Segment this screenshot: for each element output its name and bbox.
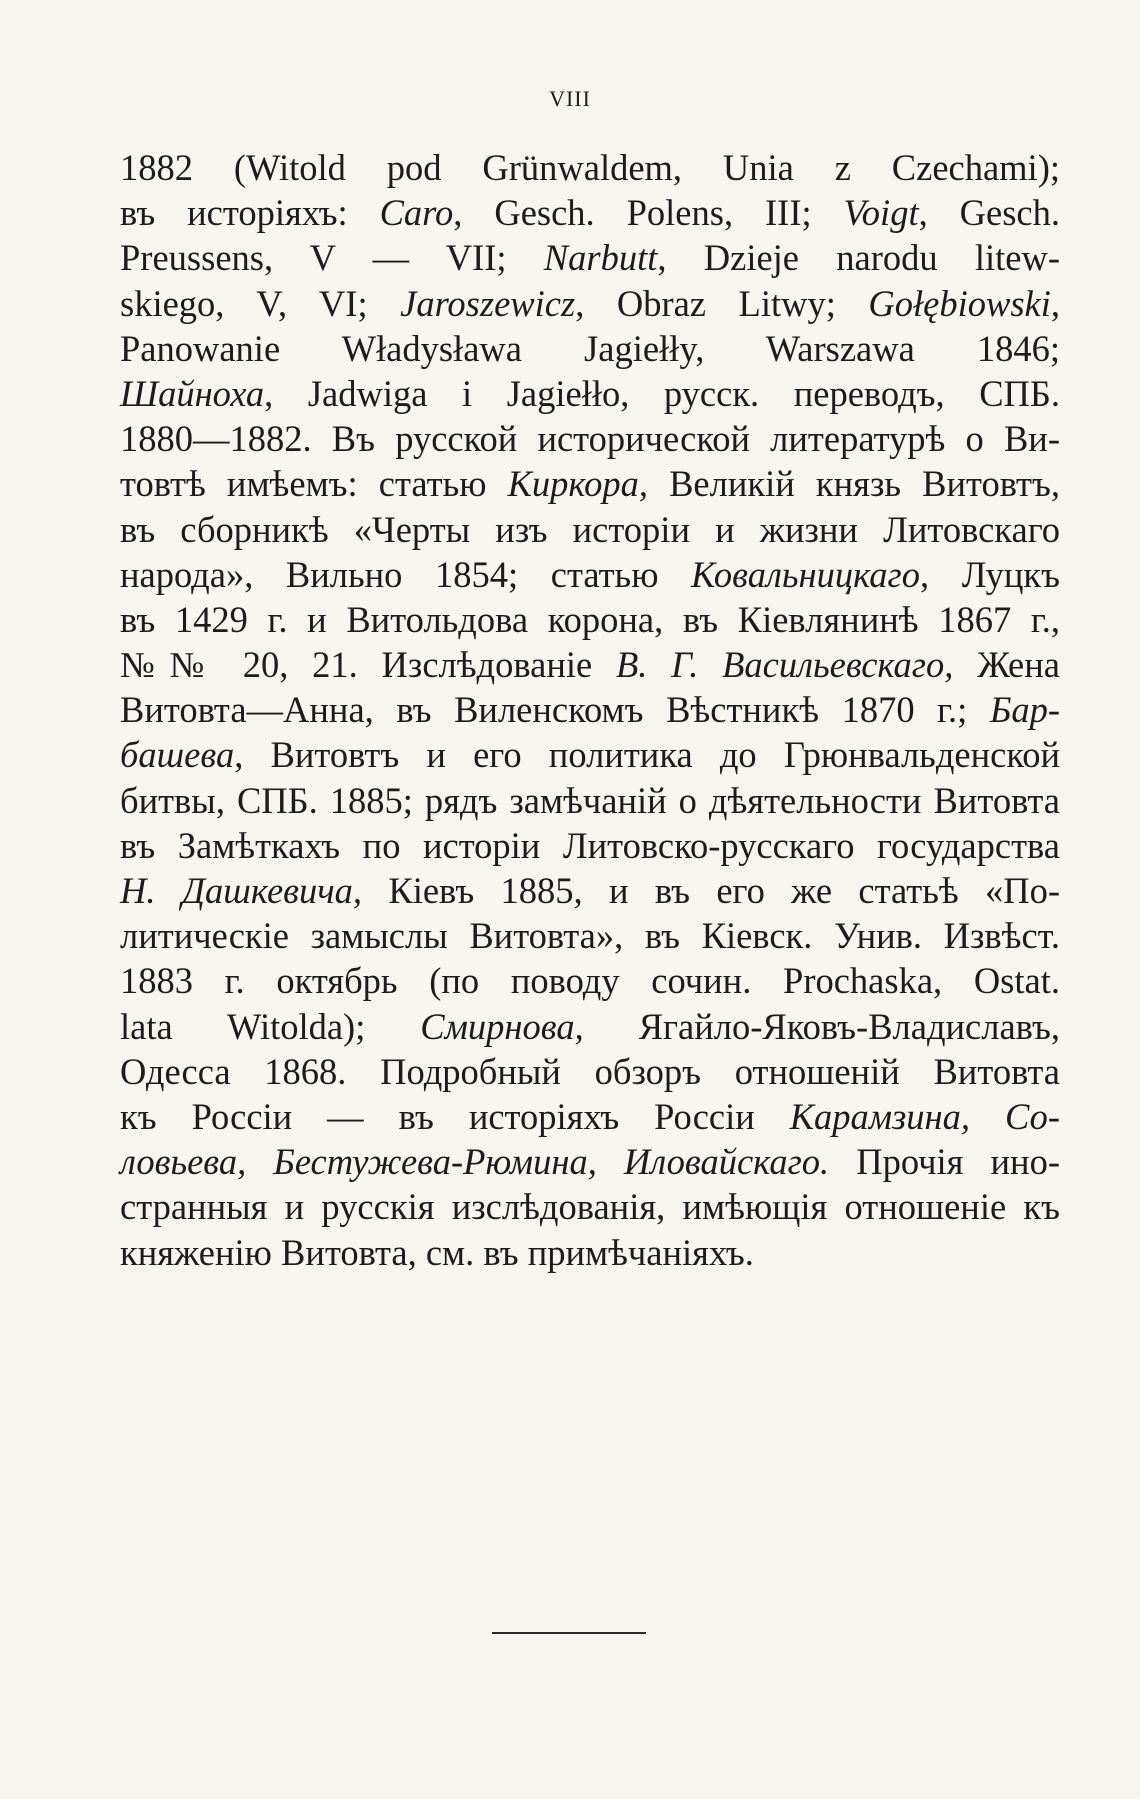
text-run: Panowanie Władysława Jagiełły, Warszawa 1846; xyxy=(120,327,1060,369)
text-run: , Луцкъ xyxy=(920,553,1060,595)
text-line xyxy=(120,778,1060,823)
italic-citation: башева xyxy=(120,734,235,776)
page-number: VIII xyxy=(549,86,591,111)
italic-citation: ловьева, Бестужева-Рюмина, Иловайскаго. xyxy=(120,1141,830,1183)
text-run: битвы, СПБ. 1885; рядъ замѣчаній о дѣятельности Витовта xyxy=(120,779,1060,821)
text-run: skiego, V, VI; xyxy=(120,282,401,324)
text-line xyxy=(120,687,1060,732)
text-run: странныя и русскія изслѣдованія, имѣющія отношеніе къ xyxy=(120,1186,1060,1228)
text-line xyxy=(120,868,1060,913)
text-run: Прочія ино- xyxy=(829,1141,1060,1183)
text-run: , xyxy=(1050,282,1060,324)
text-line xyxy=(120,1094,1060,1139)
text-line xyxy=(120,371,1060,416)
text-line xyxy=(120,958,1060,1003)
text-line xyxy=(120,1184,1060,1229)
text-run: Витовта—Анна, въ Виленскомъ Вѣстникѣ 1870 г.; xyxy=(120,689,990,731)
text-run: , Jadwiga i Jagiełło, русск. переводъ, СПБ. xyxy=(264,372,1060,414)
italic-citation: Смирнова, xyxy=(420,1005,584,1047)
text-line xyxy=(120,1139,1060,1184)
text-line xyxy=(120,416,1060,461)
text-run: , Dzieje narodu litew- xyxy=(657,237,1060,279)
text-line xyxy=(120,190,1060,235)
italic-citation: Шайноха xyxy=(120,372,265,414)
text-run: 1882 (Witold pod Grünwaldem, Unia z Czechami); xyxy=(120,147,1060,188)
text-line xyxy=(120,281,1060,326)
text-run: , Obraz Litwy; xyxy=(575,282,869,324)
italic-citation: Киркора, xyxy=(507,463,648,505)
text-line xyxy=(120,461,1060,506)
text-line xyxy=(120,1004,1060,1049)
text-run: №№ 20, 21. Изслѣдованіе xyxy=(120,644,616,686)
text-line xyxy=(120,913,1060,958)
italic-citation: Gołębiowski xyxy=(868,282,1051,324)
text-run: народа», Вильно 1854; статью xyxy=(120,553,692,595)
text-line xyxy=(120,597,1060,642)
text-run: Великій князь Витовтъ, xyxy=(647,463,1060,505)
italic-citation: В. Г. Васильевскаго, xyxy=(615,644,954,686)
text-run: , Gesch. xyxy=(918,192,1060,234)
text-run: въ исторіяхъ: xyxy=(120,192,380,234)
text-line xyxy=(120,235,1060,280)
text-run: въ сборникѣ «Черты изъ исторіи и жизни Литовскаго xyxy=(120,508,1060,550)
text-run: 1883 г. октябрь (по поводу сочин. Prochaska, Ostat. xyxy=(120,960,1060,1002)
text-run: lata Witolda); xyxy=(120,1005,421,1047)
text-run: княженію Витовта, см. въ примѣчаніяхъ. xyxy=(120,1231,754,1273)
text-run: Ягайло-Яковъ-Владиславъ, xyxy=(583,1005,1060,1047)
text-line xyxy=(120,326,1060,371)
text-line xyxy=(120,1049,1060,1094)
italic-citation: Бар- xyxy=(989,689,1060,731)
text-run: Кіевъ 1885, и въ его же статьѣ «По- xyxy=(362,870,1060,911)
text-run: въ Замѣткахъ по исторіи Литовско-русскаго государства xyxy=(120,824,1060,866)
text-line xyxy=(120,145,1060,190)
text-run: товтѣ имѣемъ: статью xyxy=(120,463,508,505)
italic-citation: Jaroszewicz xyxy=(400,282,576,324)
text-run: , Витовтъ и его политика до Грюнвальденской xyxy=(234,734,1060,776)
text-run: къ Россіи — въ исторіяхъ Россіи xyxy=(120,1095,790,1137)
text-line xyxy=(120,552,1060,597)
italic-citation: Narbutt xyxy=(543,237,658,279)
text-run: 1880—1882. Въ русской исторической литературѣ о Ви- xyxy=(120,418,1060,460)
italic-citation: Ковальницкаго xyxy=(691,553,921,595)
italic-citation: Voigt xyxy=(843,192,919,234)
text-line xyxy=(120,823,1060,868)
section-end-rule xyxy=(492,1632,646,1634)
italic-citation: Карамзина, Со- xyxy=(789,1095,1060,1137)
text-run: Жена xyxy=(953,644,1060,686)
text-run: , Gesch. Polens, III; xyxy=(453,192,844,234)
text-run: литическіе замыслы Витовта», въ Кіевск. Унив. Извѣст. xyxy=(120,915,1060,957)
text-line xyxy=(120,1230,1060,1275)
text-line xyxy=(120,507,1060,552)
text-line xyxy=(120,732,1060,777)
text-run: Одесса 1868. Подробный обзоръ отношеній Витовта xyxy=(120,1050,1060,1092)
text-run: Preussens, V — VII; xyxy=(120,237,544,279)
text-run: въ 1429 г. и Витольдова корона, въ Кіевлянинѣ 1867 г., xyxy=(120,598,1060,640)
body-paragraph xyxy=(120,145,1060,1275)
italic-citation: Н. Дашкевича, xyxy=(120,870,363,911)
text-line xyxy=(120,642,1060,687)
italic-citation: Caro xyxy=(379,192,454,234)
